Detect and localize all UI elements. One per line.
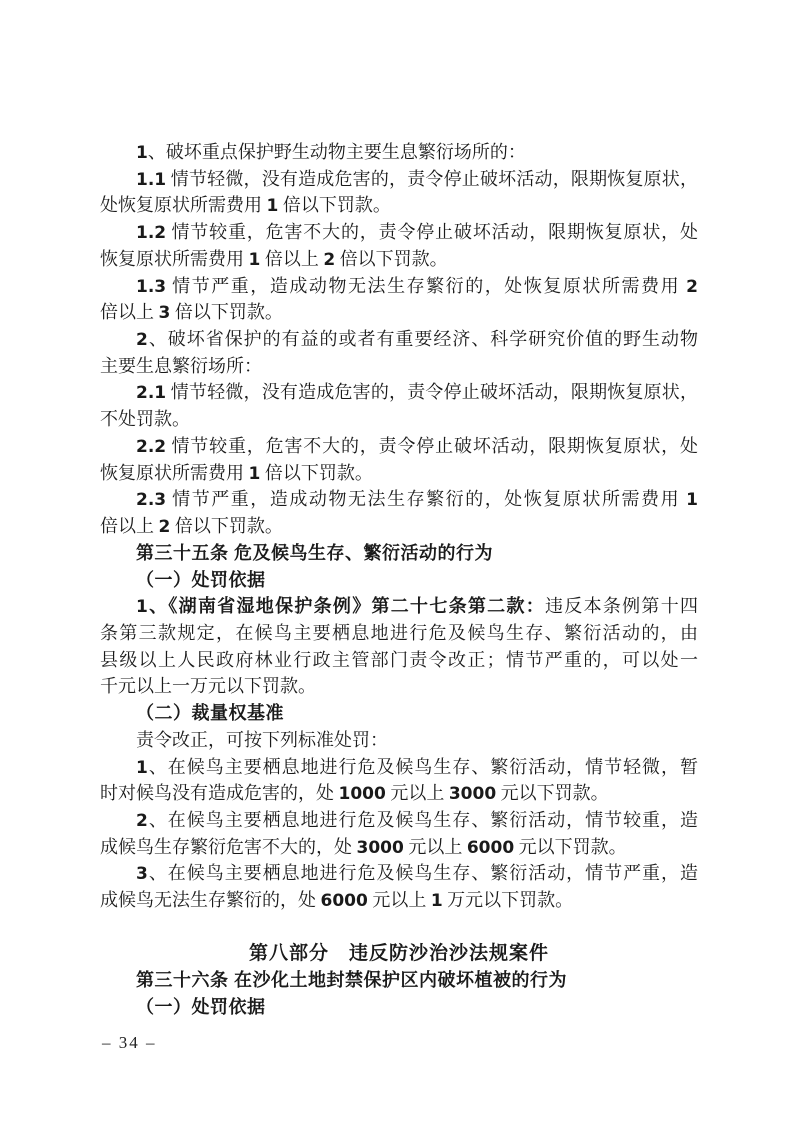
- text-line: [100, 647, 698, 674]
- blank-line: [100, 914, 698, 941]
- numeral: 3: [136, 864, 148, 885]
- text-line: [100, 860, 698, 887]
- numeral: 1: [430, 891, 443, 912]
- numeral: 1.3: [136, 276, 167, 297]
- text-segment: 2、破坏省保护的有益的或者有重要经济、科学研究价值的野生动物: [136, 329, 698, 351]
- numeral: 1000: [338, 784, 386, 805]
- text-line: [100, 379, 698, 406]
- heading-line: [100, 994, 698, 1021]
- numeral: 1: [136, 143, 148, 163]
- numeral: 1: [686, 490, 698, 511]
- text-segment: 条第三款规定，在候鸟主要栖息地进行危及候鸟生存、繁衍活动的，由: [100, 622, 698, 643]
- numeral: 2: [686, 276, 698, 297]
- bold-text-segment: （一）处罚依据: [136, 569, 266, 590]
- text-segment: 时对候鸟没有造成危害的，处 1000 元以上 3000 元以下罚款。: [100, 783, 609, 805]
- text-segment: 恢复原状所需费用 1 倍以下罚款。: [100, 462, 373, 484]
- text-line: [100, 780, 698, 807]
- text-segment: 不处罚款。: [100, 409, 190, 430]
- document-body: [100, 139, 698, 1021]
- text-segment: 恢复原状所需费用 1 倍以上 2 倍以下罚款。: [100, 248, 448, 270]
- text-segment: 1、破坏重点保护野生动物主要生息繁衍场所的：: [136, 142, 526, 163]
- numeral: 2.2: [136, 436, 167, 457]
- numeral: 2: [323, 249, 336, 270]
- text-line: [100, 433, 698, 460]
- text-line: [100, 513, 698, 540]
- text-line: [100, 326, 698, 353]
- text-line: [100, 593, 698, 620]
- text-line: [100, 299, 698, 326]
- text-segment: 1.2 情节较重，危害不大的，责令停止破坏活动，限期恢复原状，处: [136, 222, 698, 244]
- heading-line: [100, 967, 698, 994]
- numeral: 3000: [448, 784, 497, 805]
- bold-text-segment: 1、《湖南省湿地保护条例》第二十七条第二款：: [136, 596, 546, 618]
- numeral: 1: [266, 196, 279, 217]
- text-line: [100, 673, 698, 700]
- text-segment: 县级以上人民政府林业行政主管部门责令改正；情节严重的，可以处一: [100, 649, 698, 670]
- text-segment: 成候鸟无法生存繁衍的，处 6000 元以上 1 万元以下罚款。: [100, 890, 574, 912]
- numeral: 2.3: [136, 490, 167, 511]
- text-line: [100, 887, 698, 914]
- text-segment: 1.1 情节轻微，没有造成危害的，责令停止破坏活动，限期恢复原状，: [136, 168, 698, 190]
- text-segment: 3、在候鸟主要栖息地进行危及候鸟生存、繁衍活动，情节严重，造: [136, 863, 698, 885]
- text-line: [100, 486, 698, 513]
- numeral: 3000: [356, 837, 404, 858]
- text-line: [100, 727, 698, 754]
- text-line: [100, 166, 698, 193]
- numeral: 1: [248, 463, 261, 484]
- page-number: – 34 –: [102, 1033, 157, 1052]
- bold-text-segment: 第八部分 违反防沙治沙法规案件: [248, 942, 549, 964]
- text-line: [100, 807, 698, 834]
- text-segment: 1、在候鸟主要栖息地进行危及候鸟生存、繁衍活动，情节轻微，暂: [136, 756, 698, 778]
- text-segment: 2、在候鸟主要栖息地进行危及候鸟生存、繁衍活动，情节较重，造: [136, 809, 698, 831]
- bold-text-segment: （二）裁量权基准: [136, 703, 284, 724]
- numeral: 3: [158, 303, 171, 324]
- text-line: [100, 353, 698, 380]
- numeral: 2: [136, 810, 148, 831]
- heading-line: [100, 700, 698, 727]
- section-title: [100, 941, 698, 968]
- text-line: [100, 246, 698, 273]
- text-line: [100, 406, 698, 433]
- text-segment: 2.1 情节轻微，没有造成危害的，责令停止破坏活动，限期恢复原状，: [136, 382, 698, 404]
- numeral: 6000: [466, 837, 515, 858]
- text-segment: 倍以上 2 倍以下罚款。: [100, 516, 283, 538]
- text-line: [100, 620, 698, 647]
- text-line: [100, 192, 698, 219]
- text-segment: 千元以上一万元以下罚款。: [100, 676, 316, 697]
- text-segment: 处恢复原状所需费用 1 倍以下罚款。: [100, 195, 391, 217]
- heading-line: [100, 567, 698, 594]
- bold-text-segment: 第三十六条 在沙化土地封禁保护区内破坏植被的行为: [136, 970, 567, 991]
- numeral: 6000: [320, 891, 368, 912]
- numeral: 1: [248, 249, 261, 270]
- text-line: [100, 460, 698, 487]
- numeral: 1.1: [136, 169, 167, 190]
- text-segment: 2.2 情节较重，危害不大的，责令停止破坏活动，限期恢复原状，处: [136, 435, 698, 457]
- text-segment: 1.3 情节严重，造成动物无法生存繁衍的，处恢复原状所需费用 2: [136, 275, 698, 297]
- text-line: [100, 754, 698, 781]
- heading-line: [100, 540, 698, 567]
- text-segment: 违反本条例第十四: [545, 596, 698, 617]
- numeral: 1: [136, 757, 148, 778]
- text-line: [100, 834, 698, 861]
- numeral: 1: [136, 597, 148, 618]
- text-line: [100, 139, 698, 166]
- text-line: [100, 273, 698, 300]
- text-segment: 成候鸟生存繁衍危害不大的，处 3000 元以上 6000 元以下罚款。: [100, 836, 627, 858]
- text-segment: 主要生息繁衍场所：: [100, 355, 262, 376]
- bold-text-segment: （一）处罚依据: [136, 997, 266, 1017]
- text-segment: 2.3 情节严重，造成动物无法生存繁衍的，处恢复原状所需费用 1: [136, 489, 698, 511]
- text-segment: 责令改正，可按下列标准处罚：: [136, 729, 388, 750]
- numeral: 2.1: [136, 383, 167, 404]
- text-segment: 倍以上 3 倍以下罚款。: [100, 302, 283, 324]
- numeral: 2: [136, 330, 148, 351]
- numeral: 2: [158, 517, 171, 538]
- bold-text-segment: 第三十五条 危及候鸟生存、繁衍活动的行为: [136, 542, 493, 563]
- text-line: [100, 219, 698, 246]
- numeral: 1.2: [136, 223, 167, 244]
